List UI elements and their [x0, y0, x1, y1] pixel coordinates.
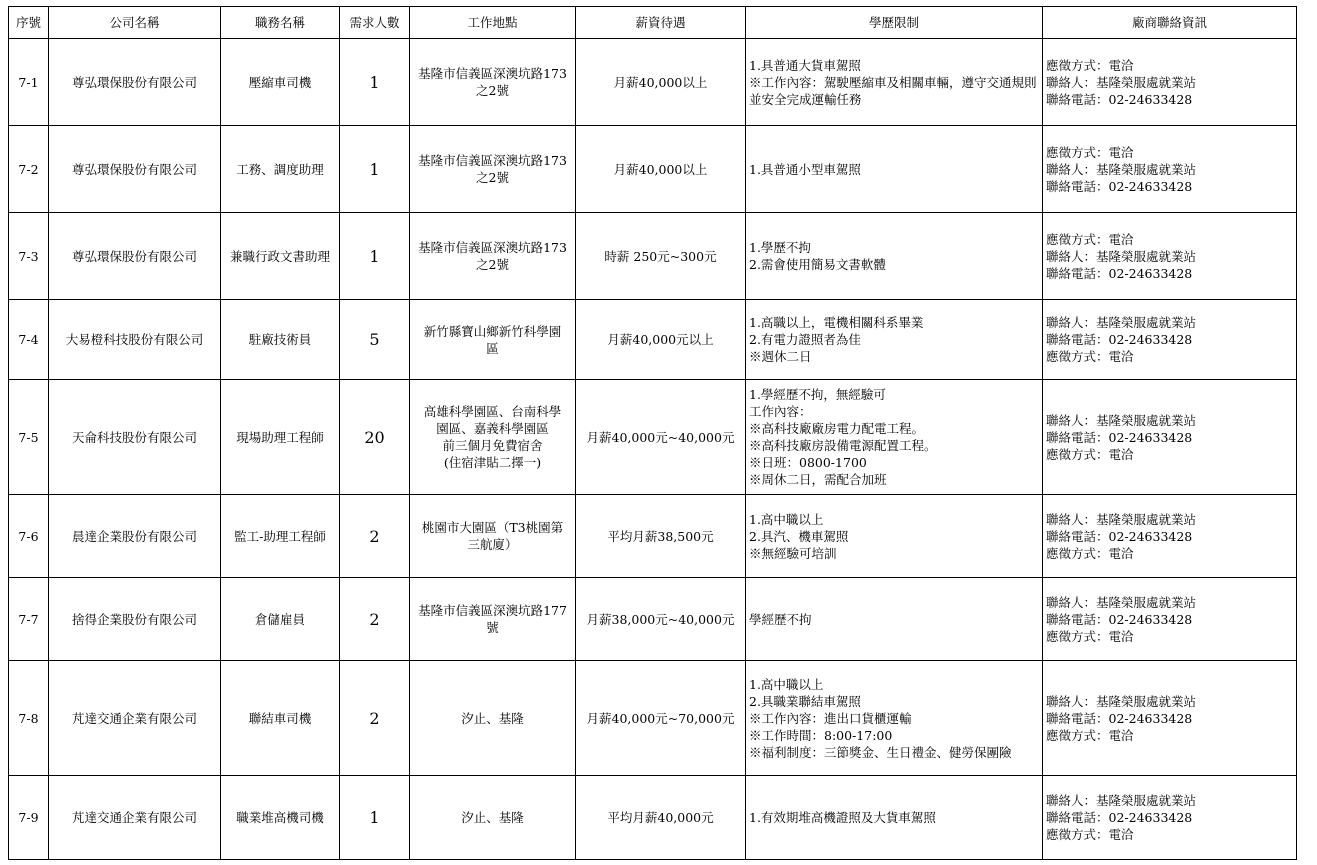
work-location: 高雄科學園區、台南科學 園區、嘉義科學園區 前三個月免費宿舍 (住宿津貼二擇一) — [410, 380, 576, 495]
contact-info: 聯絡人：基隆榮服處就業站 聯絡電話：02-24633428 應徵方式：電洽 — [1043, 380, 1297, 495]
job-listing-table — [8, 6, 1297, 860]
company-name: 芃達交通企業有限公司 — [49, 776, 221, 860]
requirements: 1.高職以上，電機相關科系畢業 2.有電力證照者為佳 ※週休二日 — [746, 300, 1043, 380]
headcount: 1 — [340, 213, 410, 300]
headcount: 5 — [340, 300, 410, 380]
table-row — [9, 39, 1297, 126]
work-location: 汐止、基隆 — [410, 776, 576, 860]
work-location: 基隆市信義區深澳坑路173 之2號 — [410, 39, 576, 126]
requirements: 1.高中職以上 2.具汽、機車駕照 ※無經驗可培訓 — [746, 495, 1043, 578]
contact-info: 聯絡人：基隆榮服處就業站 聯絡電話：02-24633428 應徵方式：電洽 — [1043, 300, 1297, 380]
salary: 月薪40,000元~70,000元 — [576, 661, 746, 776]
row-index: 7-7 — [9, 578, 49, 661]
job-title: 倉儲雇員 — [221, 578, 340, 661]
contact-info: 應徵方式：電洽 聯絡人：基隆榮服處就業站 聯絡電話：02-24633428 — [1043, 213, 1297, 300]
row-index: 7-5 — [9, 380, 49, 495]
job-title: 職業堆高機司機 — [221, 776, 340, 860]
requirements: 1.有效期堆高機證照及大貨車駕照 — [746, 776, 1043, 860]
table-row — [9, 213, 1297, 300]
headcount: 1 — [340, 126, 410, 213]
header-job-title: 職務名稱 — [221, 7, 340, 39]
contact-info: 應徵方式：電洽 聯絡人：基隆榮服處就業站 聯絡電話：02-24633428 — [1043, 39, 1297, 126]
headcount: 2 — [340, 661, 410, 776]
job-title: 駐廠技術員 — [221, 300, 340, 380]
company-name: 大易橙科技股份有限公司 — [49, 300, 221, 380]
salary: 月薪40,000元~40,000元 — [576, 380, 746, 495]
company-name: 晨達企業股份有限公司 — [49, 495, 221, 578]
header-location: 工作地點 — [410, 7, 576, 39]
row-index: 7-8 — [9, 661, 49, 776]
company-name: 天侖科技股份有限公司 — [49, 380, 221, 495]
table-row — [9, 126, 1297, 213]
requirements: 學經歷不拘 — [746, 578, 1043, 661]
header-salary: 薪資待遇 — [576, 7, 746, 39]
table-header-row — [9, 7, 1297, 39]
row-index: 7-1 — [9, 39, 49, 126]
header-company: 公司名稱 — [49, 7, 221, 39]
work-location: 新竹縣寶山鄉新竹科學園 區 — [410, 300, 576, 380]
job-title: 聯結車司機 — [221, 661, 340, 776]
company-name: 捨得企業股份有限公司 — [49, 578, 221, 661]
salary: 月薪40,000以上 — [576, 39, 746, 126]
headcount: 2 — [340, 495, 410, 578]
row-index: 7-2 — [9, 126, 49, 213]
job-title: 工務、調度助理 — [221, 126, 340, 213]
requirements: 1.學歷不拘 2.需會使用簡易文書軟體 — [746, 213, 1043, 300]
contact-info: 聯絡人：基隆榮服處就業站 聯絡電話：02-24633428 應徵方式：電洽 — [1043, 578, 1297, 661]
table-row — [9, 776, 1297, 860]
row-index: 7-3 — [9, 213, 49, 300]
headcount: 20 — [340, 380, 410, 495]
job-title: 現場助理工程師 — [221, 380, 340, 495]
requirements: 1.具普通大貨車駕照 ※工作內容：駕駛壓縮車及相關車輛，遵守交通規則並安全完成運輸任務 — [746, 39, 1043, 126]
row-index: 7-4 — [9, 300, 49, 380]
salary: 月薪40,000以上 — [576, 126, 746, 213]
headcount: 2 — [340, 578, 410, 661]
table-row — [9, 300, 1297, 380]
table-row — [9, 578, 1297, 661]
contact-info: 聯絡人：基隆榮服處就業站 聯絡電話：02-24633428 應徵方式：電洽 — [1043, 495, 1297, 578]
company-name: 尊弘環保股份有限公司 — [49, 213, 221, 300]
contact-info: 聯絡人：基隆榮服處就業站 聯絡電話：02-24633428 應徵方式：電洽 — [1043, 776, 1297, 860]
job-title: 壓縮車司機 — [221, 39, 340, 126]
salary: 月薪40,000元以上 — [576, 300, 746, 380]
requirements: 1.具普通小型車駕照 — [746, 126, 1043, 213]
work-location: 基隆市信義區深澳坑路173 之2號 — [410, 213, 576, 300]
company-name: 尊弘環保股份有限公司 — [49, 126, 221, 213]
company-name: 芃達交通企業有限公司 — [49, 661, 221, 776]
header-index: 序號 — [9, 7, 49, 39]
job-title: 監工-助理工程師 — [221, 495, 340, 578]
row-index: 7-6 — [9, 495, 49, 578]
table-row — [9, 495, 1297, 578]
work-location: 汐止、基隆 — [410, 661, 576, 776]
company-name: 尊弘環保股份有限公司 — [49, 39, 221, 126]
table-row — [9, 380, 1297, 495]
salary: 平均月薪40,000元 — [576, 776, 746, 860]
contact-info: 聯絡人：基隆榮服處就業站 聯絡電話：02-24633428 應徵方式：電洽 — [1043, 661, 1297, 776]
row-index: 7-9 — [9, 776, 49, 860]
salary: 月薪38,000元~40,000元 — [576, 578, 746, 661]
header-headcount: 需求人數 — [340, 7, 410, 39]
contact-info: 應徵方式：電洽 聯絡人：基隆榮服處就業站 聯絡電話：02-24633428 — [1043, 126, 1297, 213]
requirements: 1.高中職以上 2.具職業聯結車駕照 ※工作內容：進出口貨櫃運輸 ※工作時間：8:00-17:00 ※福利制度：三節獎金、生日禮金、健勞保團險 — [746, 661, 1043, 776]
table-row — [9, 661, 1297, 776]
salary: 平均月薪38,500元 — [576, 495, 746, 578]
header-contact: 廠商聯絡資訊 — [1043, 7, 1297, 39]
requirements: 1.學經歷不拘，無經驗可 工作內容： ※高科技廠廠房電力配電工程。 ※高科技廠房設備電源配置工程。 ※日班：0800-1700 ※周休二日，需配合加班 — [746, 380, 1043, 495]
headcount: 1 — [340, 776, 410, 860]
job-title: 兼職行政文書助理 — [221, 213, 340, 300]
work-location: 基隆市信義區深澳坑路177 號 — [410, 578, 576, 661]
salary: 時薪 250元~300元 — [576, 213, 746, 300]
headcount: 1 — [340, 39, 410, 126]
work-location: 基隆市信義區深澳坑路173 之2號 — [410, 126, 576, 213]
work-location: 桃園市大園區（T3桃園第 三航廈） — [410, 495, 576, 578]
header-requirements: 學歷限制 — [746, 7, 1043, 39]
